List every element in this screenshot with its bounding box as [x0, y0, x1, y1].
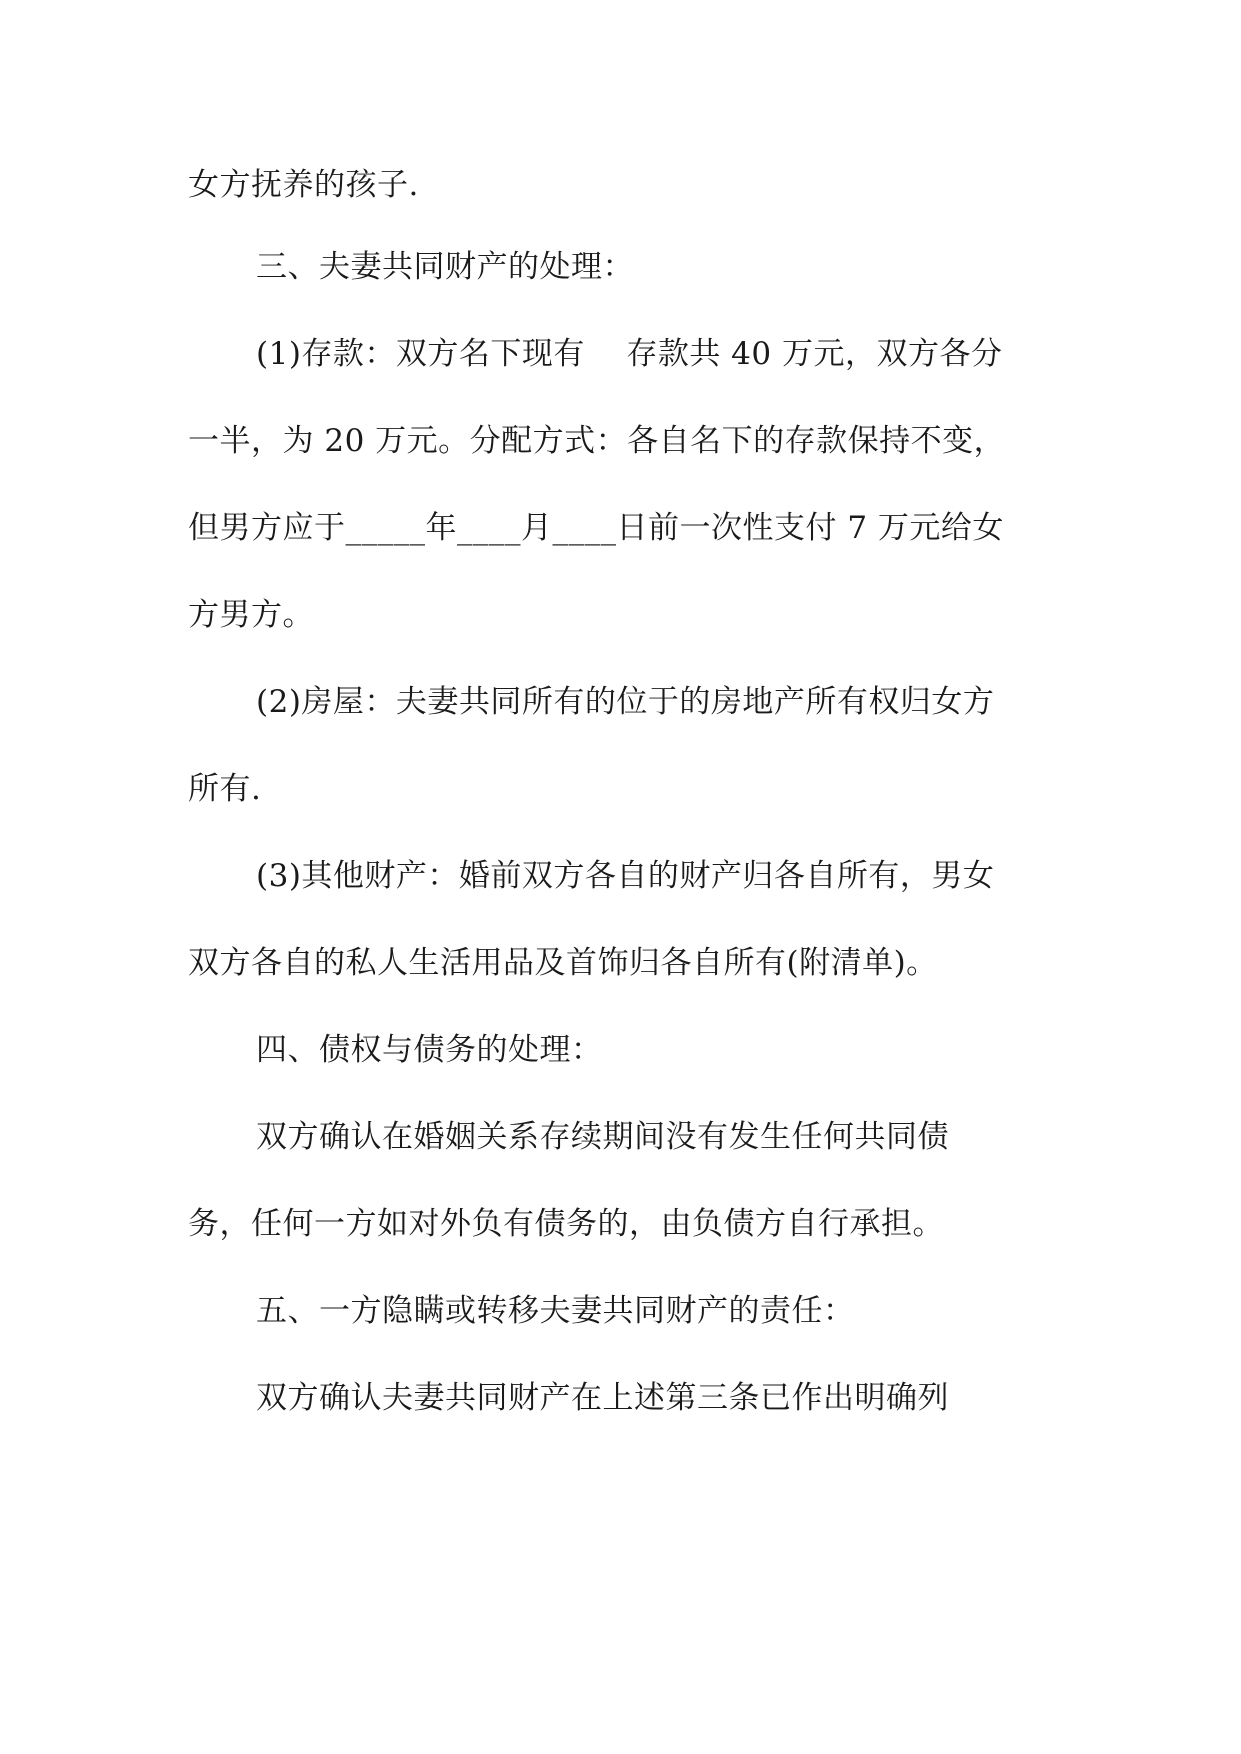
text-line-6: 方男方。	[188, 597, 314, 633]
text-line-9: (3)其他财产：婚前双方各自的财产归各自所有，男女	[256, 858, 995, 894]
text-line-7: (2)房屋：夫妻共同所有的位于的房地产所有权归女方	[256, 684, 995, 720]
text-line-10: 双方各自的私人生活用品及首饰归各自所有(附清单)。	[188, 945, 938, 981]
text-line-12: 双方确认在婚姻关系存续期间没有发生任何共同债	[256, 1119, 949, 1155]
text-line-8: 所有.	[188, 771, 262, 807]
text-line-13: 务，任何一方如对外负有债务的，由负债方自行承担。	[188, 1206, 944, 1242]
section-heading-4: 四、债权与债务的处理：	[256, 1032, 603, 1068]
text-line-4: 一半，为 20 万元。分配方式：各自名下的存款保持不变，	[188, 423, 1006, 459]
text-line-1: 女方抚养的孩子.	[188, 167, 419, 203]
section-heading-3: 三、夫妻共同财产的处理：	[256, 249, 634, 285]
text-line-5: 但男方应于_____年____月____日前一次性支付 7 万元给女	[188, 510, 1004, 546]
text-line-15: 双方确认夫妻共同财产在上述第三条已作出明确列	[256, 1380, 949, 1416]
section-heading-5: 五、一方隐瞒或转移夫妻共同财产的责任：	[256, 1293, 855, 1329]
text-line-3: (1)存款：双方名下现有 存款共 40 万元，双方各分	[256, 336, 1003, 372]
